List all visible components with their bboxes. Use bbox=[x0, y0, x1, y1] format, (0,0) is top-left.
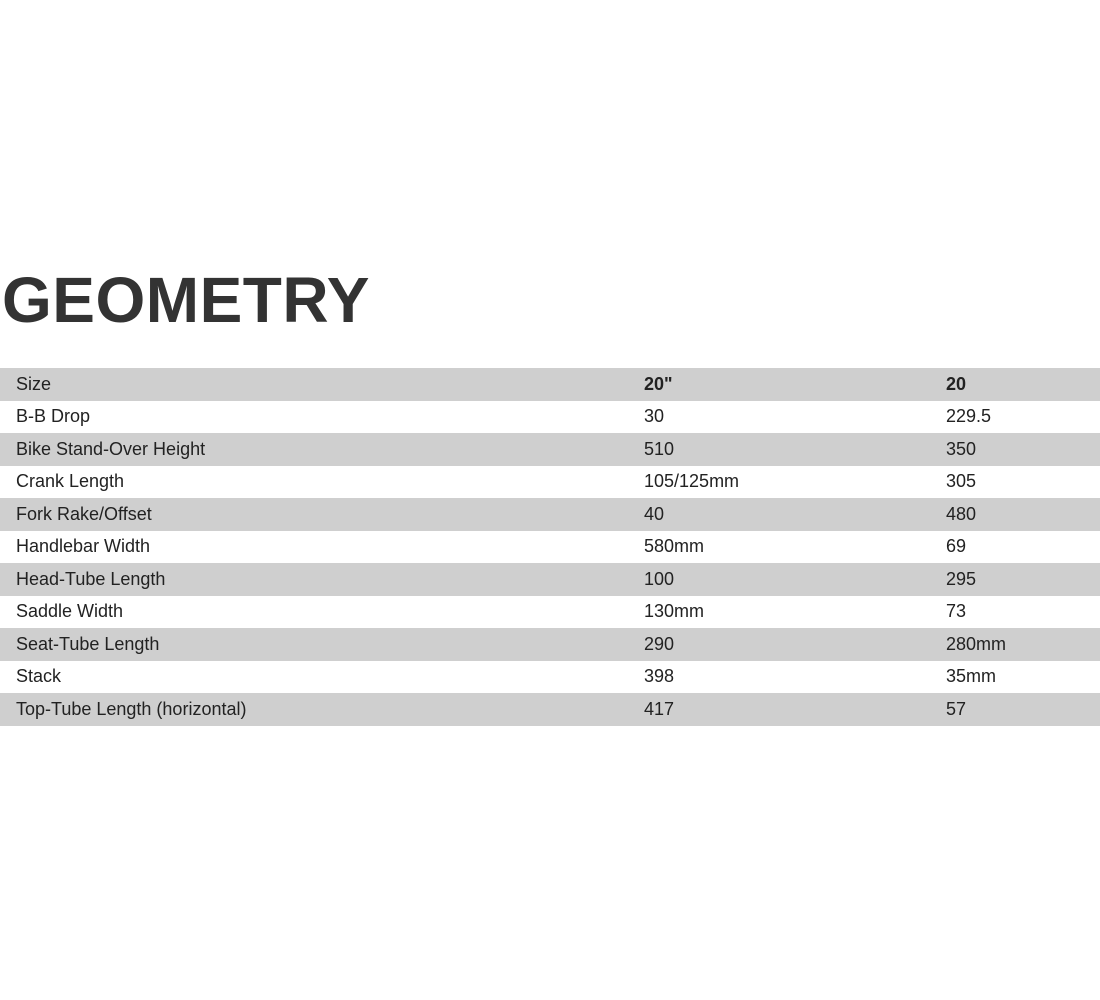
row-label-cell: Saddle Width bbox=[0, 596, 644, 629]
row-value-b-cell: 480 bbox=[946, 498, 1100, 531]
row-value-a-cell: 105/125mm bbox=[644, 466, 946, 499]
header-label-cell: Size bbox=[0, 368, 644, 401]
row-label-cell: Top-Tube Length (horizontal) bbox=[0, 693, 644, 726]
table-row bbox=[0, 596, 1100, 629]
row-value-a-cell: 290 bbox=[644, 628, 946, 661]
table-header-row bbox=[0, 368, 1100, 401]
table-row bbox=[0, 498, 1100, 531]
row-value-a-cell: 417 bbox=[644, 693, 946, 726]
page-title: GEOMETRY bbox=[2, 264, 370, 336]
row-label-cell: Bike Stand-Over Height bbox=[0, 433, 644, 466]
table-row bbox=[0, 661, 1100, 694]
row-label-cell: Crank Length bbox=[0, 466, 644, 499]
table-row bbox=[0, 401, 1100, 434]
row-value-b-cell: 35mm bbox=[946, 661, 1100, 694]
row-value-b-cell: 350 bbox=[946, 433, 1100, 466]
table-row bbox=[0, 466, 1100, 499]
row-label-cell: Head-Tube Length bbox=[0, 563, 644, 596]
header-size-b-cell: 20 bbox=[946, 368, 1100, 401]
row-value-a-cell: 398 bbox=[644, 661, 946, 694]
row-value-b-cell: 57 bbox=[946, 693, 1100, 726]
row-label-cell: B-B Drop bbox=[0, 401, 644, 434]
row-value-b-cell: 305 bbox=[946, 466, 1100, 499]
table-row bbox=[0, 563, 1100, 596]
row-value-a-cell: 40 bbox=[644, 498, 946, 531]
header-size-a-cell: 20" bbox=[644, 368, 946, 401]
geometry-table bbox=[0, 368, 1100, 726]
row-value-a-cell: 510 bbox=[644, 433, 946, 466]
row-value-a-cell: 100 bbox=[644, 563, 946, 596]
row-label-cell: Seat-Tube Length bbox=[0, 628, 644, 661]
row-label-cell: Fork Rake/Offset bbox=[0, 498, 644, 531]
row-value-a-cell: 580mm bbox=[644, 531, 946, 564]
row-value-b-cell: 229.5 bbox=[946, 401, 1100, 434]
row-label-cell: Handlebar Width bbox=[0, 531, 644, 564]
table-row bbox=[0, 628, 1100, 661]
row-value-b-cell: 295 bbox=[946, 563, 1100, 596]
table-row bbox=[0, 531, 1100, 564]
row-value-a-cell: 130mm bbox=[644, 596, 946, 629]
row-value-b-cell: 73 bbox=[946, 596, 1100, 629]
row-value-b-cell: 69 bbox=[946, 531, 1100, 564]
row-label-cell: Stack bbox=[0, 661, 644, 694]
row-value-b-cell: 280mm bbox=[946, 628, 1100, 661]
row-value-a-cell: 30 bbox=[644, 401, 946, 434]
table-row bbox=[0, 433, 1100, 466]
table-row bbox=[0, 693, 1100, 726]
